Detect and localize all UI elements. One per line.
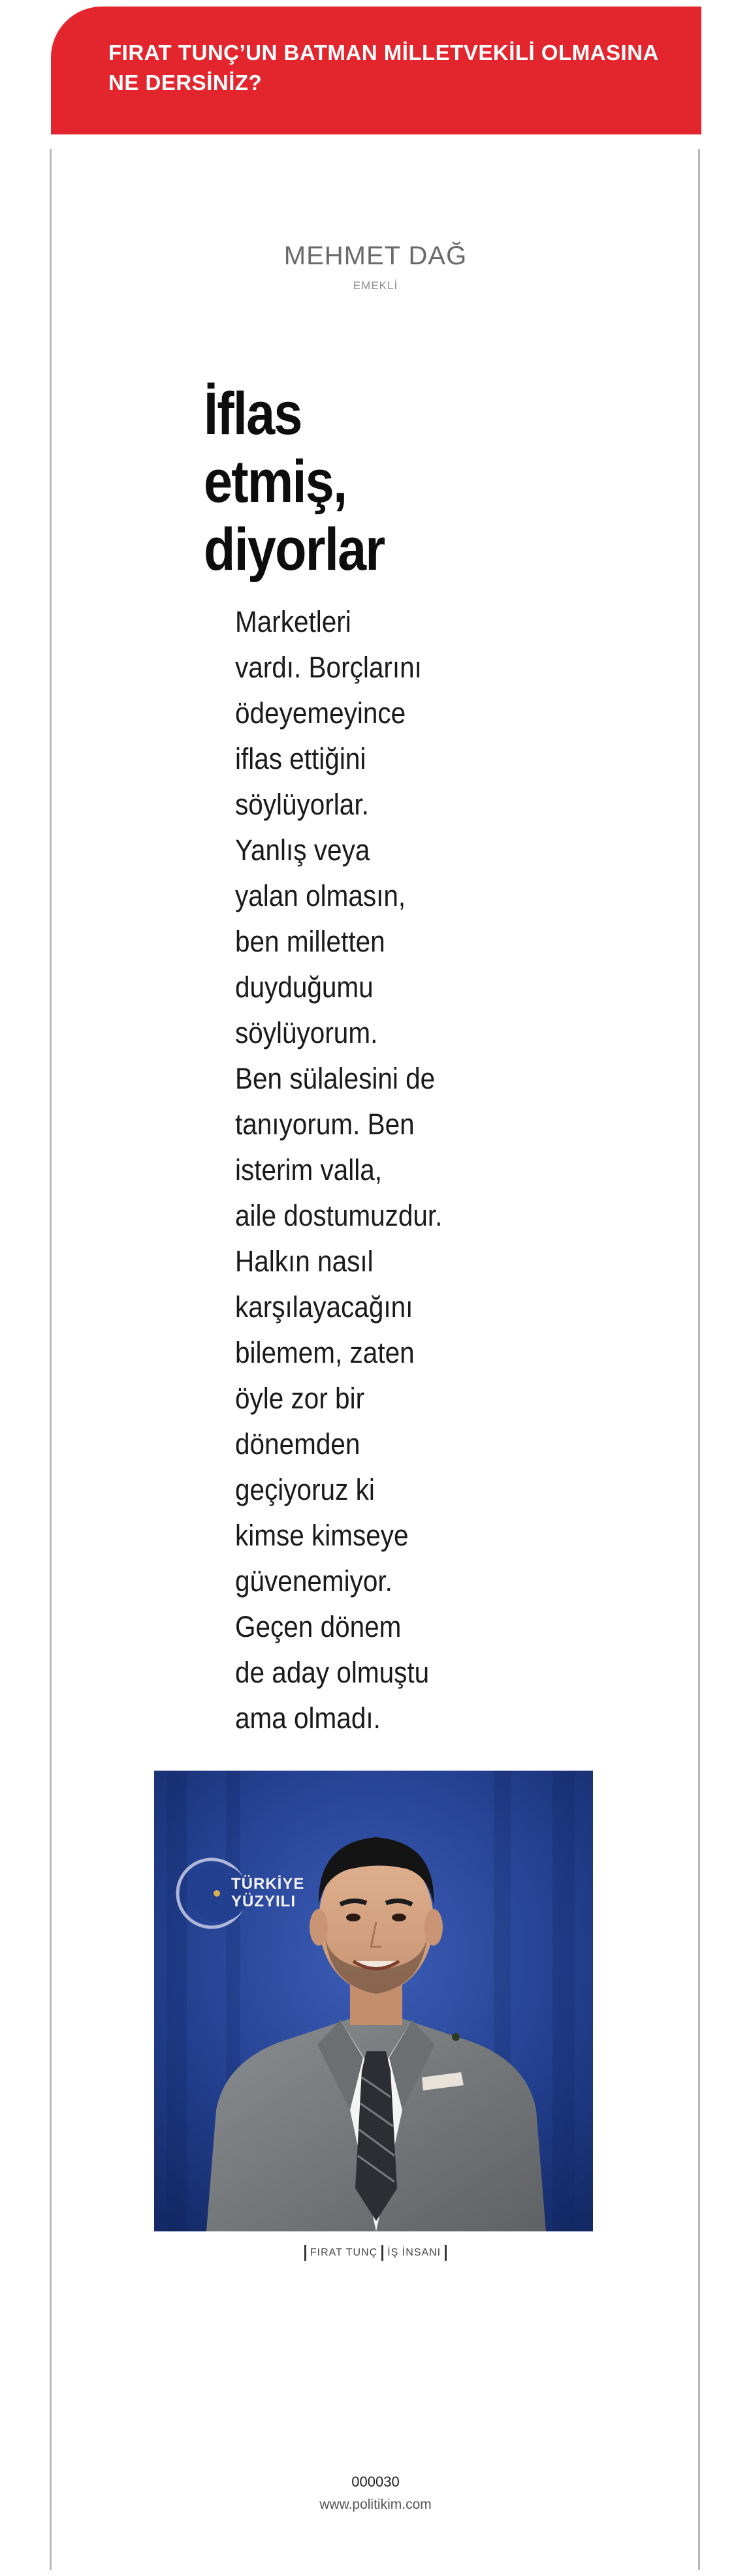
logo-text bbox=[231, 1875, 304, 1910]
body-line: ama olmadı. bbox=[235, 1701, 381, 1735]
headline-line: etmiş, bbox=[204, 448, 347, 515]
body-line: Halkın nasıl bbox=[235, 1245, 374, 1278]
body-line: Ben sülalesini de bbox=[235, 1062, 436, 1095]
body-line: tanıyorum. Ben bbox=[235, 1108, 415, 1141]
page-number: 000030 bbox=[351, 2474, 400, 2490]
left-page-rule bbox=[50, 149, 52, 2570]
headline-line: İflas bbox=[204, 380, 302, 447]
body-line: vardı. Borçlarını bbox=[235, 651, 422, 684]
caption-name: FIRAT TUNÇ bbox=[310, 2247, 378, 2258]
body-line: karşılayacağını bbox=[235, 1290, 413, 1324]
body-line: söylüyorum. bbox=[235, 1016, 378, 1049]
portrait-illustration bbox=[154, 1771, 593, 2231]
author-name: MEHMET DAĞ bbox=[283, 241, 468, 270]
headline-line: diyorlar bbox=[204, 516, 385, 583]
body-line: duyduğumu bbox=[235, 970, 374, 1004]
body-line: kimse kimseye bbox=[235, 1519, 409, 1552]
body-line: de aday olmuştu bbox=[235, 1656, 430, 1689]
body-line: ödeyemeyince bbox=[235, 696, 406, 730]
body-line: bilemem, zaten bbox=[235, 1336, 415, 1369]
body-line: öyle zor bir bbox=[235, 1382, 365, 1415]
author-role: EMEKLİ bbox=[353, 279, 398, 292]
logo-line: TÜRKİYE bbox=[231, 1875, 305, 1893]
photo-caption bbox=[0, 2245, 751, 2261]
body-line: Yanlış veya bbox=[235, 833, 370, 867]
article-headline bbox=[204, 380, 439, 583]
right-page-rule bbox=[698, 149, 700, 2570]
caption-divider bbox=[445, 2245, 447, 2261]
logo-line: YÜZYILI bbox=[231, 1893, 296, 1910]
body-line: isterim valla, bbox=[235, 1153, 383, 1187]
body-line: aile dostumuzdur. bbox=[235, 1199, 443, 1232]
caption-divider bbox=[381, 2245, 383, 2261]
banner-title: FIRAT TUNÇ’UN BATMAN MİLLETVEKİLİ OLMASINA NE DERSİNİZ? bbox=[108, 40, 658, 95]
body-line: Marketleri bbox=[235, 605, 351, 638]
header-banner bbox=[51, 7, 701, 134]
body-line: ben milletten bbox=[235, 925, 385, 958]
body-line: geçiyoruz ki bbox=[235, 1473, 375, 1506]
author-block bbox=[0, 240, 751, 292]
caption-title: İŞ İNSANI bbox=[387, 2247, 441, 2258]
body-line: söylüyorlar. bbox=[235, 788, 369, 821]
body-line: iflas ettiğini bbox=[235, 742, 366, 775]
body-line: Geçen dönem bbox=[235, 1610, 402, 1643]
article-body bbox=[235, 599, 442, 1741]
body-line: dönemden bbox=[235, 1427, 360, 1461]
caption-divider bbox=[304, 2245, 306, 2261]
portrait-photo bbox=[154, 1771, 593, 2231]
site-url: www.politikim.com bbox=[319, 2497, 432, 2512]
body-line: yalan olmasın, bbox=[235, 879, 406, 912]
body-line: güvenemiyor. bbox=[235, 1564, 392, 1598]
